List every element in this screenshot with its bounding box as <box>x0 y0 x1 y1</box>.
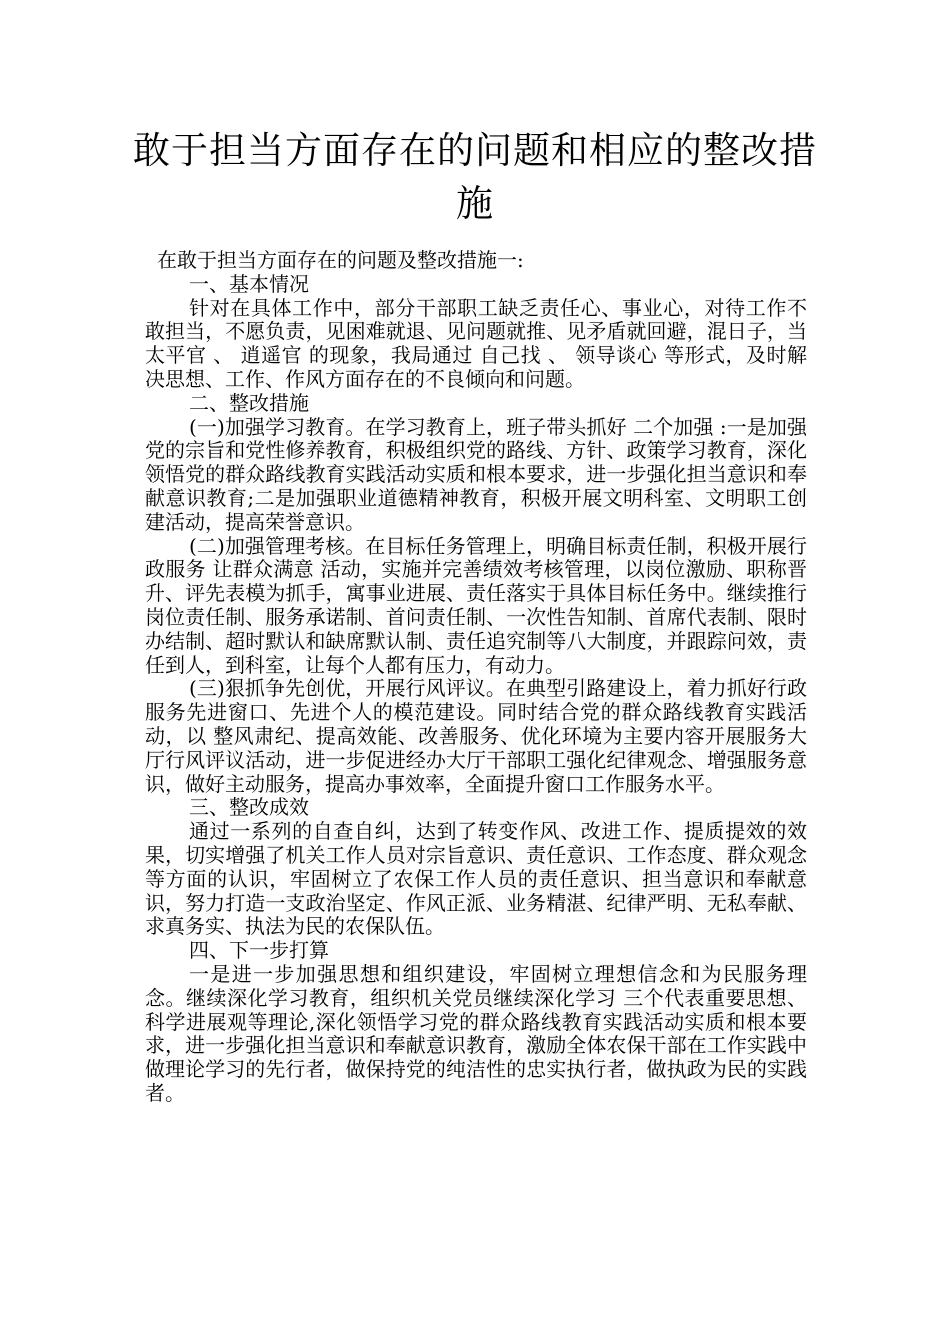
paragraph-next-steps: 一是进一步加强思想和组织建设，牢固树立理想信念和为民服务理念。继续深化学习教育，组织机关党员继续深化学习 三个代表重要思想、科学进展观等理论,深化领悟学习党的群众路线教育实践活动实质和根本要求，进一步强化担当意识和奉献意识教育，激励全体农保干部在工作实践中做理论学习的先行者，做保持党的纯洁性的忠实执行者，做执政为民的实践者。 <box>145 961 807 1105</box>
paragraph-measure-management-assessment: (二)加强管理考核。在目标任务管理上，明确目标责任制，积极开展行政服务 让群众满意 活动，实施并完善绩效考核管理，以岗位激励、职称晋升、评先表模为抓手，寓事业进展、责任落实于具体目标任务中。继续推行岗位责任制、服务承诺制、首问责任制、一次性告知制、首席代表制、限时办结制、超时默认和缺席默认制、责任追究制等八大制度，并跟踪问效，责任到人，到科室，让每个人都有压力，有动力。 <box>145 533 807 677</box>
section-heading-next-steps: 四、下一步打算 <box>189 938 329 963</box>
section-heading-basic-situation: 一、基本情况 <box>189 271 309 296</box>
paragraph-basic-situation: 针对在具体工作中，部分干部职工缺乏责任心、事业心，对待工作不敢担当，不愿负责，见困难就退、见问题就推、见矛盾就回避，混日子，当 太平官 、 逍遥官 的现象，我局通过 自己找 、 领导谈心 等形式，及时解决思想、工作、作风方面存在的不良倾向和问题。 <box>145 295 807 391</box>
document-title: 敢于担当方面存在的问题和相应的整改措施 <box>133 129 817 225</box>
paragraph-measure-excellence-evaluation: (三)狠抓争先创优，开展行风评议。在典型引路建设上，着力抓好行政服务先进窗口、先进个人的模范建设。同时结合党的群众路线教育实践活动，以 整风肃纪、提高效能、改善服务、优化环境为主要内容开展服务大厅行风评议活动，进一步促进经办大厅干部职工强化纪律观念、增强服务意识，做好主动服务，提高办事效率，全面提升窗口工作服务水平。 <box>145 676 807 796</box>
document-body <box>145 249 807 1106</box>
paragraph-measure-study-education: (一)加强学习教育。在学习教育上，班子带头抓好 二个加强 :一是加强党的宗旨和党性修养教育，积极组织党的路线、方针、政策学习教育，深化领悟党的群众路线教育实践活动实质和根本要求，进一步强化担当意识和奉献意识教育;二是加强职业道德精神教育，积极开展文明科室、文明职工创建活动，提高荣誉意识。 <box>145 414 807 534</box>
section-heading-rectification-results: 三、整改成效 <box>189 795 309 820</box>
paragraph-rectification-results: 通过一系列的自查自纠，达到了转变作风、改进工作、提质提效的效果，切实增强了机关工作人员对宗旨意识、责任意识、工作态度、群众观念等方面的认识，牢固树立了农保工作人员的责任意识、担当意识和奉献意识，努力打造一支政治坚定、作风正派、业务精湛、纪律严明、无私奉献、求真务实、执法为民的农保队伍。 <box>145 819 807 939</box>
intro-line: 在敢于担当方面存在的问题及整改措施一: <box>157 248 524 272</box>
section-heading-rectification-measures: 二、整改措施 <box>189 390 309 415</box>
